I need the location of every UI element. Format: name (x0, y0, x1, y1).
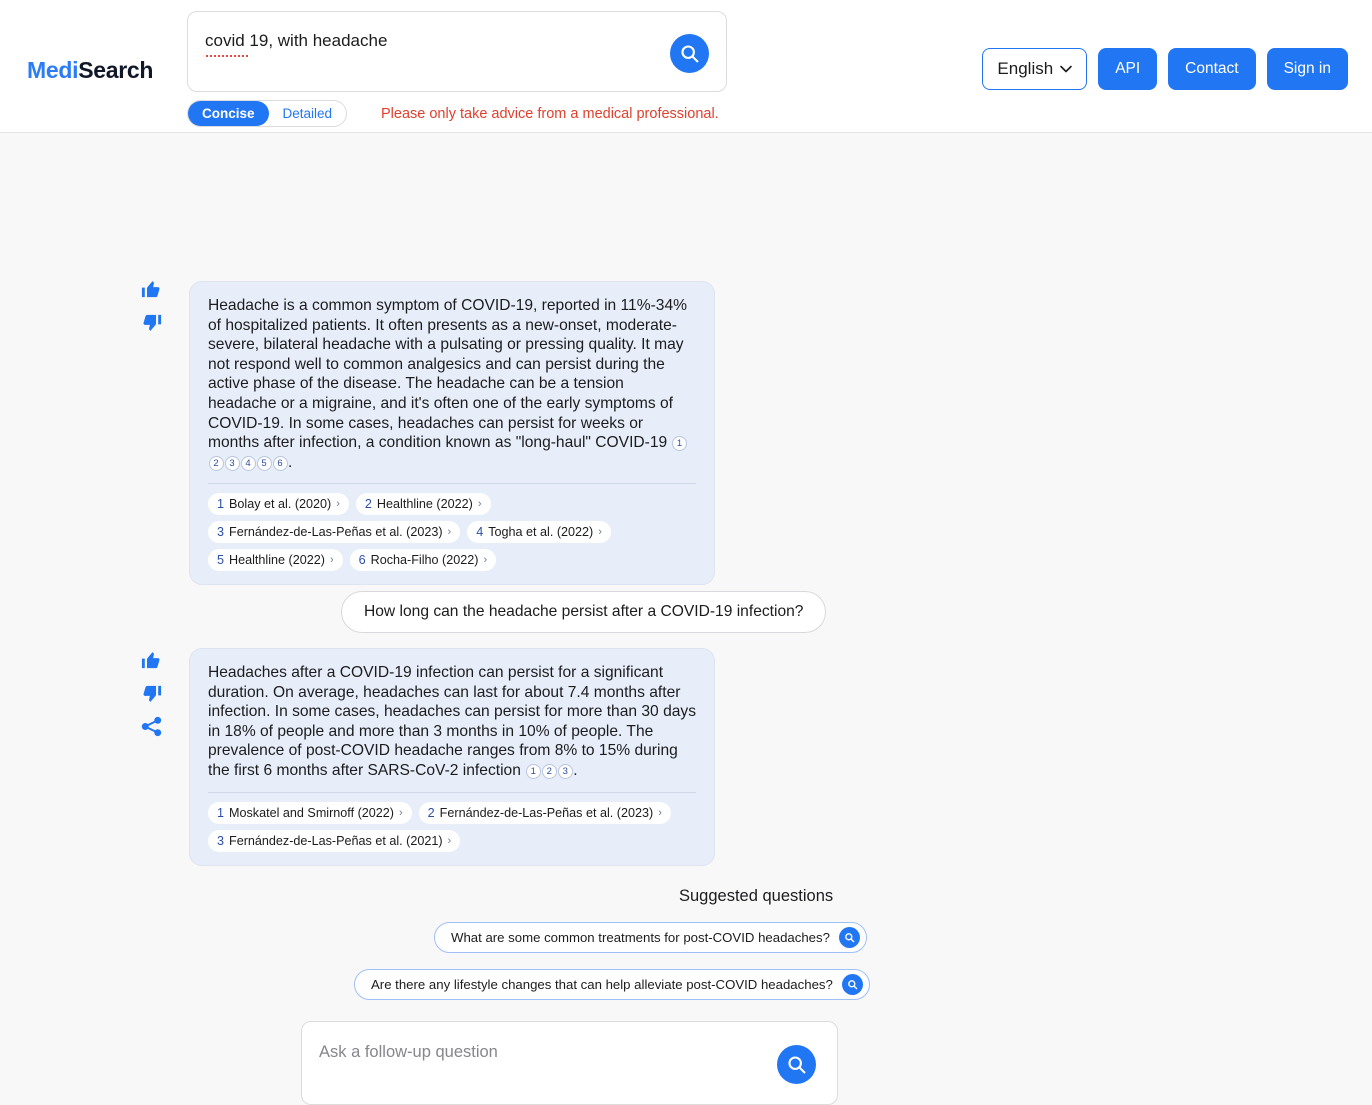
source-chip-number: 5 (217, 553, 225, 568)
answer-2-source-chips (208, 802, 696, 852)
suggested-question-2[interactable] (354, 969, 870, 1000)
source-chip-label: Healthline (2022) (229, 553, 325, 568)
main-search-box[interactable] (187, 11, 727, 92)
source-chip-label: Healthline (2022) (376, 497, 473, 512)
chevron-right-icon: › (483, 554, 488, 567)
thumbs-down-icon[interactable] (140, 682, 163, 705)
logo-medi-text: Medi (27, 57, 79, 83)
language-selector-label: English (997, 59, 1054, 78)
thumbs-up-icon[interactable] (140, 649, 163, 672)
suggested-question-1[interactable] (434, 922, 867, 953)
inline-citation[interactable]: 3 (225, 456, 240, 471)
inline-citation[interactable]: 2 (209, 456, 224, 471)
source-chip-number: 4 (476, 525, 484, 540)
thumbs-down-icon[interactable] (140, 311, 163, 334)
followup-submit-button[interactable] (777, 1045, 816, 1084)
contact-button[interactable]: Contact (1168, 48, 1255, 90)
answer-bubble-1 (189, 281, 715, 585)
suggested-question-2-search-button[interactable] (842, 974, 863, 995)
answer-1-paragraph: Headache is a common symptom of COVID-19, reported in 11%-34% of hospitalized patients. It often presents as a new-onset, moderate-severe, bilateral headache with a pulsating or pressing quality. It may not respond well to common analgesics and can persist during the active phase of the disease. The headache can be a tension headache or a migraine, and it's often one of the early symptoms of COVID-19. In some cases, headaches can persist for weeks or months after infection, a condition known as "long-haul" COVID-19 (208, 297, 687, 452)
source-chip[interactable] (208, 549, 343, 571)
source-chip[interactable] (208, 521, 460, 543)
sources-divider (208, 792, 696, 793)
search-icon (844, 932, 855, 943)
suggested-question-1-search-button[interactable] (839, 927, 860, 948)
source-chip[interactable] (208, 493, 349, 515)
suggested-question-2-label: Are there any lifestyle changes that can help alleviate post-COVID headaches? (371, 977, 833, 992)
language-selector[interactable] (982, 48, 1087, 90)
logo-search-text: Search (78, 57, 154, 83)
source-chip-label: Fernández-de-Las-Peñas et al. (2023) (439, 805, 654, 820)
inline-citation[interactable]: 3 (558, 764, 573, 779)
inline-citation[interactable]: 2 (542, 764, 557, 779)
api-button[interactable]: API (1098, 48, 1157, 90)
answer-mode-toggle[interactable] (187, 100, 347, 127)
source-chip-label: Rocha-Filho (2022) (370, 553, 479, 568)
app-logo[interactable] (27, 57, 153, 84)
source-chip[interactable] (356, 493, 491, 515)
source-chip-label: Togha et al. (2022) (488, 525, 594, 540)
medical-disclaimer: Please only take advice from a medical professional. (381, 106, 719, 122)
source-chip-number: 1 (217, 805, 225, 820)
spellcheck-underline (205, 54, 249, 57)
chevron-right-icon: › (329, 554, 334, 567)
source-chip[interactable] (208, 802, 412, 824)
app-header (0, 0, 1372, 133)
inline-citation[interactable]: 1 (526, 764, 541, 779)
source-chip-label: Bolay et al. (2020) (229, 497, 332, 512)
user-question-bubble: How long can the headache persist after a COVID-19 infection? (341, 591, 826, 633)
search-icon (786, 1054, 807, 1075)
source-chip[interactable] (419, 802, 671, 824)
source-chip-number: 3 (217, 525, 225, 540)
chevron-right-icon: › (658, 806, 662, 819)
source-chip-number: 2 (364, 497, 372, 512)
source-chip[interactable] (208, 830, 460, 852)
suggested-questions-title: Suggested questions (679, 887, 834, 905)
inline-citation[interactable]: 5 (257, 456, 272, 471)
source-chip-number: 3 (217, 833, 225, 848)
chevron-right-icon: › (598, 526, 602, 539)
header-actions (982, 48, 1348, 90)
answer-2-paragraph: Headaches after a COVID-19 infection can persist for a significant duration. On average, headaches can last for about 7.4 months after infection. In some cases, headaches can persist for more than 30 days in 18% of people and more than 3 months in 10% of people. The prevalence of post-COVID headache ranges from 8% to 15% during the first 6 months after SARS-CoV-2 infection (208, 664, 697, 779)
mode-concise-option[interactable]: Concise (188, 101, 269, 126)
answer-2-trailing-punctuation: . (573, 761, 578, 779)
inline-citation[interactable]: 6 (273, 456, 288, 471)
followup-input[interactable]: Ask a follow-up question (319, 1043, 498, 1061)
answer-1-feedback-controls (140, 278, 163, 334)
thumbs-up-icon[interactable] (140, 278, 163, 301)
inline-citation[interactable]: 1 (672, 436, 687, 451)
answer-1-trailing-punctuation: . (288, 453, 293, 471)
share-icon[interactable] (140, 715, 163, 738)
search-icon (847, 979, 858, 990)
source-chip-label: Moskatel and Smirnoff (2022) (229, 805, 394, 820)
answer-1-text (208, 296, 696, 472)
answer-2-text (208, 663, 696, 781)
source-chip-label: Fernández-de-Las-Peñas et al. (2023) (229, 525, 443, 540)
search-input[interactable]: covid 19, with headache (205, 31, 388, 50)
source-chip-number: 2 (427, 805, 435, 820)
source-chip[interactable] (467, 521, 611, 543)
search-submit-button[interactable] (670, 34, 709, 73)
source-chip-label: Fernández-de-Las-Peñas et al. (2021) (229, 833, 443, 848)
mode-detailed-option[interactable]: Detailed (282, 106, 333, 121)
suggested-question-1-label: What are some common treatments for post-COVID headaches? (451, 930, 830, 945)
answer-2-feedback-controls (140, 649, 163, 738)
chevron-right-icon: › (398, 806, 403, 819)
answer-bubble-2 (189, 648, 715, 866)
answer-1-source-chips (208, 493, 696, 571)
source-chip[interactable] (350, 549, 497, 571)
search-icon (679, 43, 700, 64)
chevron-right-icon: › (336, 498, 340, 511)
inline-citation[interactable]: 4 (241, 456, 256, 471)
sources-divider (208, 483, 696, 484)
sign-in-button[interactable]: Sign in (1267, 48, 1348, 90)
chevron-right-icon: › (447, 526, 452, 539)
chevron-down-icon (1060, 65, 1072, 73)
followup-question-box[interactable] (301, 1021, 838, 1105)
answer-2-inline-citations (525, 762, 573, 779)
chevron-right-icon: › (477, 498, 482, 511)
source-chip-number: 6 (358, 553, 366, 568)
chevron-right-icon: › (447, 834, 452, 847)
source-chip-number: 1 (217, 497, 225, 512)
